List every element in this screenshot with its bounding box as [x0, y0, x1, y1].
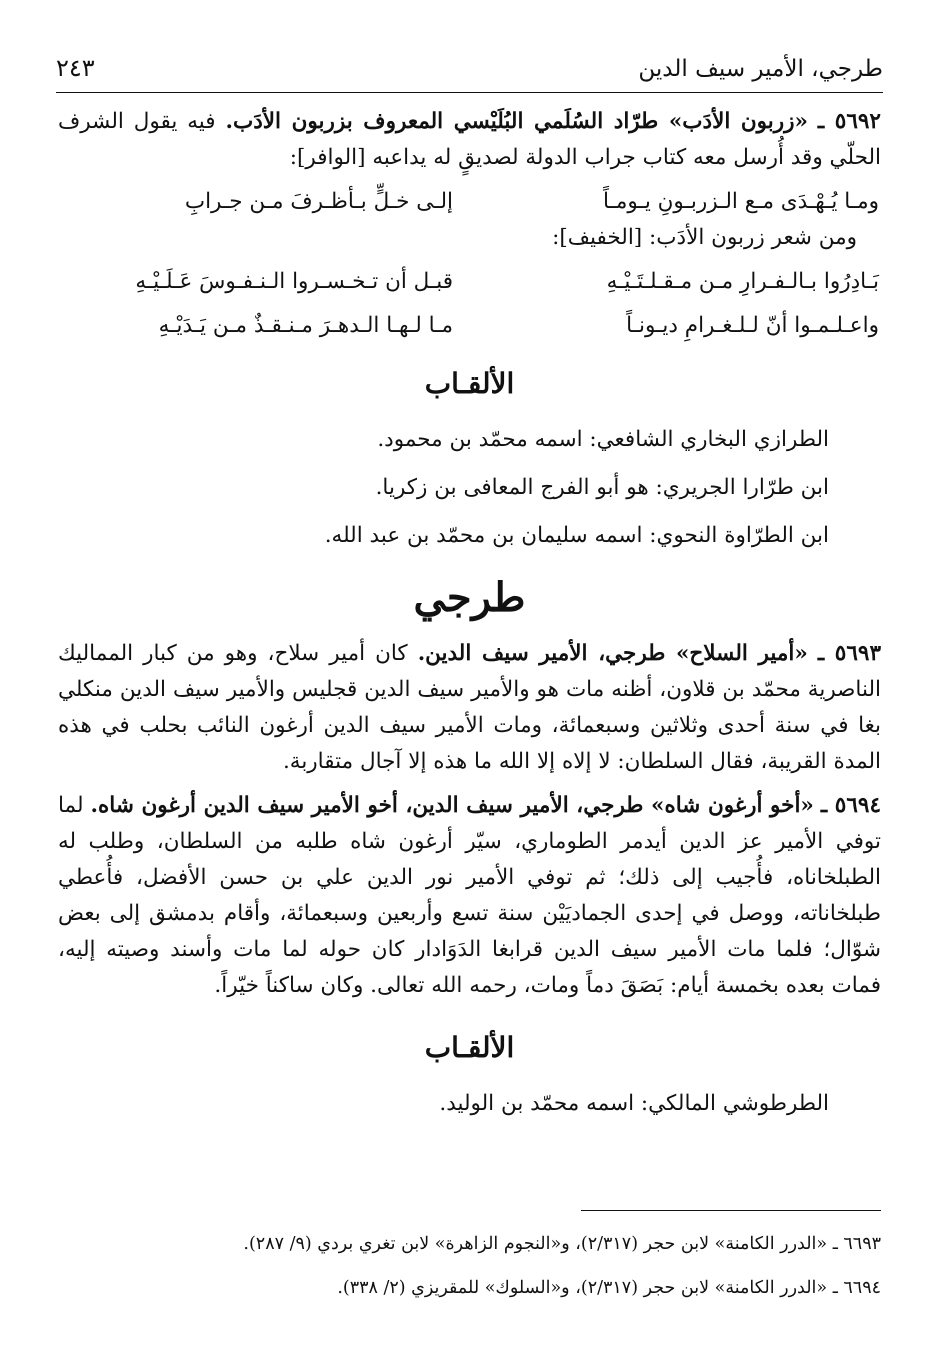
verse-first-hemistich: واعـلـمـوا أنّ لـلـغـرامِ ديـونـاً [626, 313, 879, 338]
entry-number: ٥٦٩٢ ـ [817, 109, 881, 134]
entry-heading: «أخو أرغون شاه» طرجي، الأمير سيف الدين، أخو الأمير سيف الدين أرغون شاه. [90, 793, 814, 818]
header-rule [56, 92, 883, 93]
verse-first-hemistich: ومـا يُـهْـدَى مـع الـزربـونِ يـومـاً [603, 189, 879, 214]
entry-text: لما توفي الأمير عز الدين أيدمر الطوماري، سيّر أرغون شاه طلبه من السلطان، وطلب له الطبلخاناه، فأُجيب إلى ذلك؛ ثم توفي الأمير نور الدين علي بن حسن الأفضل، فأُعطي طبلخاناته، ووصل في إحدى الجماديَيْن سنة تسع وأربعين وسبعمائة، وأقام بدمشق إلى بعض شوّال؛ فلما مات الأمير سيف الدين قرابغا الدَوَادار كان حوله لما مات وأسند وصيته إليه، فمات بعده بخمسة أيام: بَصَقَ دماً ومات، رحمه الله تعالى. وكان ساكناً خيّراً. [58, 793, 881, 998]
verse-second-hemistich: مـا لـهـا الـدهـرَ مـنـقـذٌ مـن يَـدَيْـهِ [158, 313, 454, 338]
verse-first-hemistich: بَـادِرُوا بـالـفـرارِ مـن مـقـلـتَـيْـهِ [606, 269, 879, 294]
main-text [58, 104, 881, 1128]
page-header [56, 52, 883, 92]
verse-line [58, 300, 881, 344]
alqab-list [58, 1080, 881, 1128]
entry-heading: «زربون الأدَب» طرّاد السُلَمي البُلَيْسي المعروف بزربون الأدَب. [225, 109, 808, 134]
alqab-item: الطرازي البخاري الشافعي: اسمه محمّد بن محمود. [377, 427, 829, 452]
entry-number: ٥٦٩٣ ـ [817, 641, 881, 666]
alqab-item: ابن طرّارا الجريري: هو أبو الفرج المعافى بن زكريا. [375, 475, 829, 500]
footnotes [58, 1222, 881, 1310]
verse-intro: ومن شعر زربون الأدَب: [الخفيف]: [552, 225, 857, 250]
entry-number: ٥٦٩٤ ـ [820, 793, 881, 818]
entry-text: كان أمير سلاح، وهو من كبار المماليك الناصرية محمّد بن قلاون، أظنه مات هو والأمير سيف الدين قجليس والأمير سيف الدين منكلي بغا في سنة أحدى وثلاثين وسبعمائة، ومات الأمير سيف الدين أرغون النائب بحلب في هذه المدة القريبة، فقال السلطان: لا إلاه إلا الله ما هذه إلا آجال متقاربة. [58, 641, 881, 774]
chapter-title: طرجي [413, 574, 526, 621]
section-title-alqab: الألقـاب [424, 367, 515, 400]
running-title: طرجي، الأمير سيف الدين [638, 56, 883, 82]
section-title-alqab: الألقـاب [424, 1031, 515, 1064]
page-number: ٢٤٣ [56, 54, 95, 82]
footnote: ٦٦٩٤ ـ «الدرر الكامنة» لابن حجر (٢/٣١٧)، و«السلوك» للمقريزي (٢/ ٣٣٨). [337, 1278, 881, 1298]
alqab-list [58, 416, 881, 560]
entry-text: فيه يقول الشرف الحلّي وقد أُرسل معه كتاب جراب الدولة لصديقٍ له يداعبه [الوافر]: [58, 109, 881, 170]
entry-5692 [58, 104, 881, 176]
verse-line [58, 176, 881, 220]
verse-second-hemistich: قبـل أن تـخـسـروا الـنـفـوسَ عَـلَـيْـهِ [135, 269, 454, 294]
footnote-rule [581, 1210, 881, 1211]
alqab-item: الطرطوشي المالكي: اسمه محمّد بن الوليد. [439, 1091, 829, 1116]
entry-5694 [58, 788, 881, 1004]
footnote: ٦٦٩٣ ـ «الدرر الكامنة» لابن حجر (٢/٣١٧)، و«النجوم الزاهرة» لابن تغري بردي (٩/ ٢٨٧). [243, 1234, 881, 1254]
verse-line [58, 256, 881, 300]
alqab-item: ابن الطرّاوة النحوي: اسمه سليمان بن محمّد بن عبد الله. [324, 523, 829, 548]
entry-heading: «أمير السلاح» طرجي، الأمير سيف الدين. [417, 641, 808, 666]
verse-second-hemistich: إلـى خـلٍّ بـأظـرفَ مـن جـرابِ [184, 189, 454, 214]
entry-5693 [58, 636, 881, 780]
